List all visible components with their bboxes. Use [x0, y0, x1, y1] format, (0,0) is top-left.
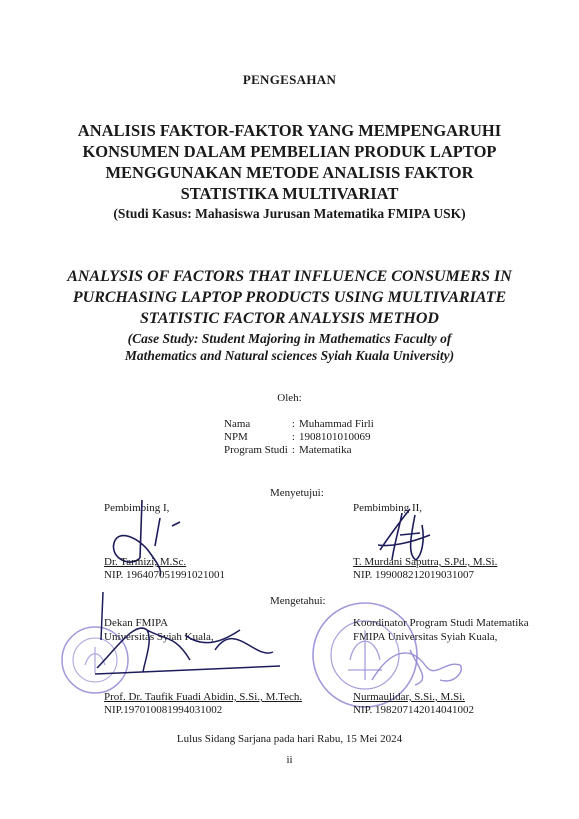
- separator: :: [291, 444, 295, 456]
- student-identity-table: [222, 418, 376, 457]
- pembimbing1-name: Dr. Tarmizi, M.Sc.: [104, 556, 187, 568]
- koordinator-signature: [370, 640, 470, 690]
- title-en-line: ANALYSIS OF FACTORS THAT INFLUENCE CONSUMERS IN: [67, 268, 512, 285]
- koordinator-institution: FMIPA Universitas Syiah Kuala,: [353, 631, 498, 643]
- pembimbing1-nip: NIP. 196407051991021001: [104, 569, 226, 581]
- subtitle-en-line: Mathematics and Natural sciences Syiah Kuala University): [124, 348, 455, 363]
- page-heading: PENGESAHAN: [242, 72, 337, 87]
- student-name: Muhammad Firli: [298, 418, 374, 430]
- dekan-role: Dekan FMIPA: [104, 617, 169, 629]
- separator: :: [291, 431, 295, 443]
- koordinator-role: Koordinator Program Studi Matematika: [353, 617, 529, 629]
- nama-label: Nama: [224, 418, 251, 430]
- student-prodi-row: [222, 444, 376, 457]
- title-id-line: ANALISIS FAKTOR-FAKTOR YANG MEMPENGARUHI: [77, 121, 502, 140]
- npm-label: NPM: [224, 431, 248, 443]
- thesis-title-indonesian: [0, 120, 579, 204]
- dekan-institution: Universitas Syiah Kuala,: [104, 631, 214, 643]
- title-id-line: MENGGUNAKAN METODE ANALISIS FAKTOR: [105, 163, 474, 182]
- pembimbing2-role: Pembimbing II,: [353, 502, 423, 514]
- separator: :: [291, 418, 295, 430]
- koordinator-name: Nurmaulidar, S.Si., M.Si.: [353, 691, 466, 703]
- dekan-nip: NIP.197010081994031002: [104, 704, 223, 716]
- subtitle-en-line: (Case Study: Student Majoring in Mathematics Faculty of: [127, 331, 452, 346]
- title-en-line: PURCHASING LAPTOP PRODUCTS USING MULTIVARIATE: [72, 289, 507, 306]
- oleh-label: Oleh:: [277, 392, 302, 404]
- mengetahui-label: Mengetahui:: [270, 595, 326, 607]
- graduation-date-line: Lulus Sidang Sarjana pada hari Rabu, 15 Mei 2024: [176, 733, 403, 745]
- thesis-subtitle-indonesian: (Studi Kasus: Mahasiswa Jurusan Matematika FMIPA USK): [113, 206, 466, 221]
- title-en-line: STATISTIC FACTOR ANALYSIS METHOD: [140, 310, 439, 327]
- thesis-subtitle-english: [0, 330, 579, 364]
- student-npm-row: [222, 431, 376, 444]
- pembimbing1-role: Pembimbing I,: [104, 502, 170, 514]
- dekan-signature: [95, 590, 285, 700]
- koordinator-nip: NIP. 198207142014041002: [353, 704, 475, 716]
- student-npm: 1908101010069: [298, 431, 371, 443]
- title-id-line: KONSUMEN DALAM PEMBELIAN PRODUK LAPTOP: [82, 142, 497, 161]
- page-number: ii: [286, 754, 293, 766]
- thesis-title-english: [0, 266, 579, 329]
- title-id-line: STATISTIKA MULTIVARIAT: [180, 184, 399, 203]
- menyetujui-label: Menyetujui:: [270, 487, 324, 499]
- student-prodi: Matematika: [298, 444, 352, 456]
- pembimbing2-nip: NIP. 199008212019031007: [353, 569, 475, 581]
- dekan-name: Prof. Dr. Taufik Fuadi Abidin, S.Si., M.Tech.: [104, 691, 303, 703]
- pembimbing2-name: T. Murdani Saputra, S.Pd., M.Si.: [353, 556, 498, 568]
- prodi-label: Program Studi: [224, 444, 288, 456]
- student-name-row: [222, 418, 376, 431]
